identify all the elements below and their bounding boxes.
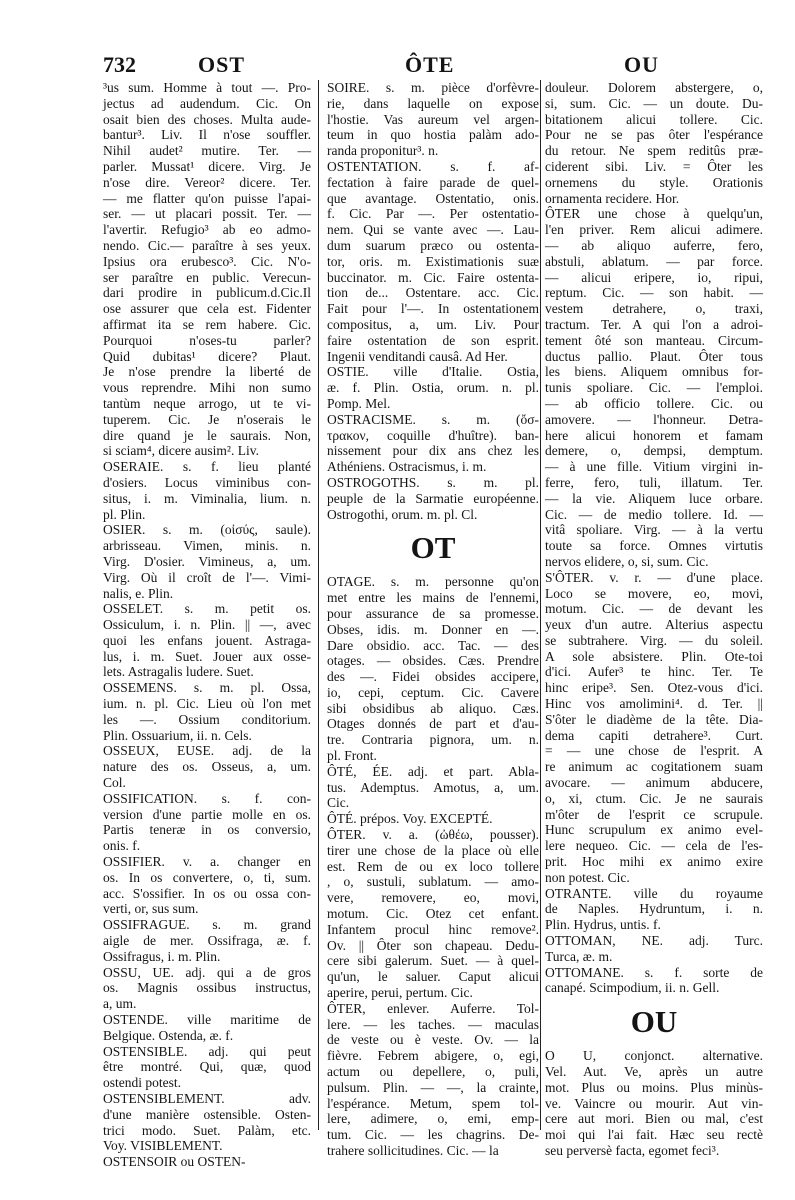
- entry-line: nem. Qui se vante avec —. Lau-: [327, 222, 539, 238]
- entry-line: OSSIFRAGUE. s. m. grand: [103, 917, 311, 933]
- entry-line: ose assurer que cela est. Fidenter: [103, 301, 311, 317]
- dictionary-entry: [545, 933, 763, 965]
- entry-line: A sole absistere. Plin. Ote-toi: [545, 648, 763, 664]
- dictionary-entry: [327, 475, 539, 522]
- entry-line: ornemens du style. Orationis: [545, 174, 763, 190]
- dictionary-entry: [327, 159, 539, 364]
- entry-line: tantùm neque arrogo, ut te vi-: [103, 395, 311, 411]
- entry-line: compositus, a, um. Liv. Pour: [327, 316, 539, 332]
- entry-line: pulsum. Plin. — —, la crainte,: [327, 1079, 539, 1095]
- entry-line: Hinc vos amolimini⁴. d. Ter. ||: [545, 696, 763, 712]
- entry-line: sibi obsidibus ab aliquo. Cæs.: [327, 700, 539, 716]
- entry-line: aigle de mer. Ossifraga, æ. f.: [103, 933, 311, 949]
- dictionary-entry: [103, 601, 311, 680]
- entry-line: Ostrogothi, orum. m. pl. Cl.: [327, 506, 478, 522]
- entry-line: prit. Hoc mihi ex animo exire: [545, 854, 763, 870]
- entry-line: être montré. Qui, quæ, quod: [103, 1059, 311, 1075]
- entry-line: here alicui honorem et famam: [545, 427, 763, 443]
- entry-line: lere nequeo. Cic. — cela de l'es-: [545, 838, 763, 854]
- entry-line: rie, dans laquelle on expose: [327, 95, 539, 111]
- dictionary-entry: [327, 80, 539, 159]
- entry-line: Quid dubitas¹ dicere? Plaut.: [103, 348, 311, 364]
- entry-line: mot. Plus ou moins. Plus minùs-: [545, 1079, 763, 1095]
- entry-line: OTAGE. s. m. personne qu'on: [327, 574, 539, 590]
- entry-line: Ingenii venditandi causâ. Ad Her.: [327, 348, 508, 364]
- entry-line: Virg. D'osier. Vimineus, a, um.: [103, 553, 311, 569]
- entry-line: OSSEMENS. s. m. pl. Ossa,: [103, 680, 311, 696]
- entry-line: seu perversè facta, egomet feci³.: [545, 1143, 720, 1158]
- entry-line: teum in quo hostia palàm ado-: [327, 127, 539, 143]
- entry-line: otages. — obsides. Cæs. Prendre: [327, 653, 539, 669]
- entry-line: toute sa force. Omnes virtutis: [545, 538, 763, 554]
- entry-line: osait bien des choses. Multa aude-: [103, 111, 311, 127]
- entry-line: ³us sum. Homme à tout —. Pro-: [103, 80, 311, 95]
- entry-line: aperire, perui, pertum. Cic.: [327, 985, 473, 1001]
- entry-line: Belgique. Ostenda, æ. f.: [103, 1027, 234, 1043]
- entry-line: ve. Vaincre ou mourir. Aut vin-: [545, 1095, 763, 1111]
- entry-line: lere. — les taches. — maculas: [327, 1016, 539, 1032]
- entry-line: dari prodire in publicum.d.Cic.Il: [103, 285, 311, 301]
- entry-line: Ipsius ora erubesco³. Cic. N'o-: [103, 253, 311, 269]
- entry-line: l'avertir. Refugio³ ab eo admo-: [103, 222, 311, 238]
- entry-line: lus, i. m. Suet. Jouer aux osse-: [103, 648, 311, 664]
- guide-word-right: OU: [624, 52, 659, 77]
- entry-line: motum. Cic. Otez cet enfant.: [327, 906, 539, 922]
- entry-line: que avantage. Ostentatio, onis.: [327, 190, 539, 206]
- entry-line: tement ôté son manteau. Circum-: [545, 332, 763, 348]
- dictionary-entry: [545, 206, 763, 569]
- entry-line: Cic. — de medio tollere. Id. —: [545, 506, 763, 522]
- entry-line: buccinator. m. Cic. Faire ostenta-: [327, 269, 539, 285]
- entry-line: vestem detrahere, o, traxi,: [545, 301, 763, 317]
- dictionary-entry: [103, 1154, 311, 1170]
- entry-line: version d'une partie molle en os.: [103, 806, 311, 822]
- entry-line: faire ostentation de son esprit.: [327, 332, 539, 348]
- entry-line: m'ôter de l'esprit ce scrupule.: [545, 806, 763, 822]
- entry-line: acc. S'ossifier. In os ou ossa con-: [103, 885, 311, 901]
- section-heading: OT: [410, 530, 456, 566]
- dictionary-entry: [327, 827, 539, 1001]
- entry-line: quoi les enfans jouent. Astraga-: [103, 632, 311, 648]
- column-right: [545, 80, 763, 1158]
- entry-line: O U, conjonct. alternative.: [545, 1048, 763, 1064]
- entry-line: moi qui l'ai fait. Hæc seu rectè: [545, 1127, 763, 1143]
- entry-line: OTTOMAN, NE. adj. Turc.: [545, 933, 763, 949]
- entry-line: Cic.: [327, 795, 350, 811]
- entry-line: os. Magnis ossibus instructus,: [103, 980, 311, 996]
- dictionary-entry: [103, 1044, 311, 1091]
- entry-line: vous reprendre. Mihi non sumo: [103, 380, 311, 396]
- entry-line: d'ici. Aufer³ te hinc. Ter. Te: [545, 664, 763, 680]
- entry-line: Turca, æ. m.: [545, 948, 613, 964]
- entry-line: met entre les mains de l'ennemi,: [327, 590, 539, 606]
- entry-line: OSTENTATION. s. f. af-: [327, 158, 539, 174]
- entry-line: abstuli, ablatum. — par force.: [545, 253, 763, 269]
- entry-line: Plin. Ossuarium, ii. n. Cels.: [103, 727, 252, 743]
- entry-line: tor, oris. m. Existimationis suæ: [327, 253, 539, 269]
- entry-line: ornamenta recidere. Hor.: [545, 190, 680, 206]
- entry-line: OSSIFICATION. s. f. con-: [103, 790, 311, 806]
- entry-line: ium. n. pl. Cic. Lieu où l'on met: [103, 696, 311, 712]
- dictionary-entry: [327, 1001, 539, 1159]
- entry-line: OSSU, UE. adj. qui a de gros: [103, 964, 311, 980]
- entry-line: ser paraître en public. Verecun-: [103, 269, 311, 285]
- entry-line: d'osiers. Locus viminibus con-: [103, 474, 311, 490]
- entry-line: jectus ad audendum. Cic. On: [103, 95, 311, 111]
- dictionary-entry: [103, 917, 311, 964]
- entry-line: Loco se movere, eo, movi,: [545, 585, 763, 601]
- entry-line: ÔTER une chose à quelqu'un,: [545, 206, 763, 222]
- entry-line: tuperem. Cic. Je n'oserais le: [103, 411, 311, 427]
- entry-line: est. Rem de ou ex loco tollere: [327, 858, 539, 874]
- entry-line: ductus pallio. Plaut. Ôter tous: [545, 348, 763, 364]
- dictionary-entry: [327, 412, 539, 475]
- entry-line: , o, sustuli, sublatum. — amo-: [327, 874, 539, 890]
- entry-line: ferre, fero, tuli, illatum. Ter.: [545, 474, 763, 490]
- entry-line: Pomp. Mel.: [327, 395, 391, 411]
- entry-line: arbrisseau. Vimen, minis. n.: [103, 538, 311, 554]
- entry-line: motum. Cic. — de devant les: [545, 601, 763, 617]
- entry-line: fièvre. Febrem abigere, o, egi,: [327, 1048, 539, 1064]
- entry-line: æ. f. Plin. Ostia, orum. n. pl.: [327, 380, 539, 396]
- entry-line: Dare obsidio. acc. Tac. — des: [327, 637, 539, 653]
- entry-line: — ab aliquo auferre, fero,: [545, 237, 763, 253]
- entry-line: OSTENSIBLE. adj. qui peut: [103, 1043, 311, 1059]
- entry-line: randa proponitur³. n.: [327, 143, 439, 159]
- dictionary-entry: [103, 1012, 311, 1044]
- entry-line: = — une chose de l'esprit. A: [545, 743, 763, 759]
- entry-line: affirmat ita se rem habere. Cic.: [103, 316, 311, 332]
- entry-line: tion de... Ostentare. acc. Cic.: [327, 285, 539, 301]
- entry-line: S'ÔTER. v. r. — d'une place.: [545, 569, 763, 585]
- entry-line: lere, adimere, o, emi, emp-: [327, 1111, 539, 1127]
- column-rule-right: [540, 80, 541, 1130]
- entry-line: dum suarum præco ou ostenta-: [327, 237, 539, 253]
- entry-line: OSTENDE. ville maritime de: [103, 1012, 311, 1028]
- entry-line: d'une manière ostensible. Osten-: [103, 1106, 311, 1122]
- entry-line: OSSEUX, EUSE. adj. de la: [103, 743, 311, 759]
- entry-line: Vel. Aut. Ve, après un autre: [545, 1064, 763, 1080]
- entry-line: — me flatter qu'on puisse l'apai-: [103, 190, 311, 206]
- entry-line: reptum. Cic. — son habit. —: [545, 285, 763, 301]
- entry-line: a, um.: [103, 996, 137, 1012]
- running-head: [0, 50, 795, 82]
- entry-line: Je n'ose prendre la liberté de: [103, 364, 311, 380]
- entry-line: si sciam⁴, dicere ausim². Liv.: [103, 443, 259, 459]
- entry-line: Ossifragus, i. m. Plin.: [103, 948, 221, 964]
- guide-word-center: ÔTE: [405, 52, 455, 77]
- entry-line: OSTIE. ville d'Italie. Ostia,: [327, 364, 539, 380]
- entry-line: os. In os convertere, o, ti, sum.: [103, 869, 311, 885]
- entry-line: tum. Cic. — les chagrins. De-: [327, 1127, 539, 1143]
- entry-line: nalis, e. Plin.: [103, 585, 174, 601]
- entry-line: Athéniens. Ostracismus, i. m.: [327, 459, 487, 475]
- dictionary-entry: [545, 570, 763, 886]
- entry-line: peuple de la Sarmatie européenne.: [327, 490, 539, 506]
- entry-line: non potest. Cic.: [545, 869, 630, 885]
- entry-line: verti, or, sus sum.: [103, 901, 199, 917]
- entry-line: cere sibi galerum. Suet. — à quel-: [327, 953, 539, 969]
- dictionary-entry: [103, 1091, 311, 1154]
- page-number: 732: [103, 52, 136, 77]
- dictionary-entry: [103, 965, 311, 1012]
- column-left: [103, 80, 311, 1170]
- entry-line: tirer une chose de la place où elle: [327, 842, 539, 858]
- entry-line: bantur³. Liv. Il n'ose souffler.: [103, 127, 311, 143]
- entry-line: tunis spoliare. Cic. — l'emploi.: [545, 380, 763, 396]
- entry-line: bitationem alicui tollere. Cic.: [545, 111, 763, 127]
- entry-line: actum ou depellere, o, puli,: [327, 1064, 539, 1080]
- entry-line: — ab officio tollere. Cic. ou: [545, 395, 763, 411]
- entry-line: — alicui eripere, io, ripui,: [545, 269, 763, 285]
- dictionary-entry: [103, 522, 311, 601]
- entry-line: re animum ac cogitationem suam: [545, 759, 763, 775]
- column-rule-left: [318, 80, 319, 1130]
- dictionary-entry: [103, 854, 311, 917]
- dictionary-entry: [103, 680, 311, 743]
- entry-line: nissement pour dix ans chez les: [327, 443, 539, 459]
- entry-line: o, xi, ctum. Cic. Je ne saurais: [545, 790, 763, 806]
- entry-line: fectation à faire parade de quel-: [327, 174, 539, 190]
- entry-line: Otages donnés de part et d'au-: [327, 716, 539, 732]
- entry-line: pl. Front.: [327, 748, 377, 764]
- entry-line: OSSIFIER. v. a. changer en: [103, 854, 311, 870]
- entry-line: OSTROGOTHS. s. m. pl.: [327, 474, 539, 490]
- guide-word-left: OST: [198, 52, 246, 77]
- entry-line: τρακον, coquille d'huître). ban-: [327, 427, 539, 443]
- section-heading: OU: [630, 1004, 678, 1040]
- entry-line: S'ôter le diadème de la tête. Dia-: [545, 711, 763, 727]
- entry-line: Plin. Hydrus, untis. f.: [545, 917, 661, 933]
- entry-line: Pourquoi n'oses-tu parler?: [103, 332, 311, 348]
- entry-line: l'en priver. Rem alicui adimere.: [545, 222, 763, 238]
- entry-line: du retour. Ne spem reditûs præ-: [545, 143, 763, 159]
- entry-line: OTRANTE. ville du royaume: [545, 885, 763, 901]
- entry-line: canapé. Scimpodium, ii. n. Gell.: [545, 980, 720, 996]
- entry-line: si, sum. Cic. — un doute. Du-: [545, 95, 763, 111]
- entry-line: ÔTÉ, ÉE. adj. et part. Abla-: [327, 763, 539, 779]
- dictionary-entry: [545, 965, 763, 997]
- entry-line: parler. Mussat¹ dicere. Virg. Je: [103, 158, 311, 174]
- entry-line: SOIRE. s. m. pièce d'orfèvre-: [327, 80, 539, 95]
- entry-line: onis. f.: [103, 838, 141, 854]
- entry-line: l'espérance. Metum, spem tol-: [327, 1095, 539, 1111]
- entry-line: lets. Astragalis ludere. Suet.: [103, 664, 254, 680]
- entry-line: demere, o, dempsi, demptum.: [545, 443, 763, 459]
- entry-line: Obses, idis. m. Donner en —.: [327, 621, 539, 637]
- entry-line: dire quand je le saurais. Non,: [103, 427, 311, 443]
- entry-line: Hunc scrupulum ex animo evel-: [545, 822, 763, 838]
- dictionary-entry: [103, 791, 311, 854]
- entry-line: qu'un, le saluer. Caput alicui: [327, 969, 539, 985]
- entry-line: ÔTER. v. a. (ὠθέω, pousser).: [327, 827, 539, 843]
- entry-line: — à une fille. Vitium virgini in-: [545, 459, 763, 475]
- entry-line: Pour ne se pas ôter l'espérance: [545, 127, 763, 143]
- entry-line: Infantem procul hinc remove².: [327, 921, 539, 937]
- entry-line: Virg. Où il croît de l'—. Vimi-: [103, 569, 311, 585]
- entry-line: n'ose dire. Vereor² dicere. Ter.: [103, 174, 311, 190]
- entry-line: de veste ou è veste. Ov. — la: [327, 1032, 539, 1048]
- entry-line: OSERAIE. s. f. lieu planté: [103, 459, 311, 475]
- entry-line: se subtrahere. Virg. — du soleil.: [545, 632, 763, 648]
- dictionary-entry: [103, 80, 311, 459]
- entry-line: — la vie. Aliquem luce orbare.: [545, 490, 763, 506]
- dictionary-entry: [327, 764, 539, 811]
- entry-line: OSTENSOIR ou OSTEN-: [103, 1154, 246, 1170]
- entry-line: OSTENSIBLEMENT. adv.: [103, 1091, 311, 1106]
- entry-line: yeux d'un autre. Alterius aspectu: [545, 617, 763, 633]
- dictionary-entry: [327, 811, 539, 827]
- entry-line: les biens. Aliquem omnibus for-: [545, 364, 763, 380]
- entry-line: hinc eripe³. Sen. Otez-vous d'ici.: [545, 680, 763, 696]
- entry-line: cere aut mori. Bien ou mal, c'est: [545, 1111, 763, 1127]
- entry-line: amovere. — l'honneur. Detra-: [545, 411, 763, 427]
- entry-line: nature des os. Osseus, a, um.: [103, 759, 311, 775]
- entry-line: vitâ spoliare. Virg. — à la vertu: [545, 522, 763, 538]
- entry-line: situs, i. m. Viminalia, lium. n.: [103, 490, 311, 506]
- entry-line: nervos elidere, o, si, sum. Cic.: [545, 553, 709, 569]
- entry-line: ciderent sibi. Liv. = Ôter les: [545, 158, 763, 174]
- entry-line: tre. Contraria pignora, um. n.: [327, 732, 539, 748]
- entry-line: les —. Ossium conditorium.: [103, 711, 311, 727]
- entry-line: Nihil audet² mutire. Ter. —: [103, 143, 311, 159]
- entry-line: pour assurance de sa promesse.: [327, 605, 539, 621]
- dictionary-entry: [327, 364, 539, 411]
- entry-line: tus. Ademptus. Amotus, a, um.: [327, 779, 539, 795]
- entry-line: vere, removere, eo, movi,: [327, 890, 539, 906]
- dictionary-entry: [545, 886, 763, 933]
- entry-line: Partis teneræ in os conversio,: [103, 822, 311, 838]
- entry-line: Ossiculum, i. n. Plin. || —, avec: [103, 617, 311, 633]
- entry-line: f. Cic. Par —. Per ostentatio-: [327, 206, 539, 222]
- dictionary-entry: [327, 574, 539, 764]
- entry-line: io, cepi, ceptum. Cic. Cavere: [327, 684, 539, 700]
- entry-line: des —. Fidei obsides accipere,: [327, 669, 539, 685]
- entry-line: pl. Plin.: [103, 506, 146, 522]
- entry-line: OTTOMANE. s. f. sorte de: [545, 964, 763, 980]
- entry-line: OSSELET. s. m. petit os.: [103, 601, 311, 617]
- entry-line: de Naples. Hydruntum, i. n.: [545, 901, 763, 917]
- entry-line: douleur. Dolorem abstergere, o,: [545, 80, 763, 95]
- column-middle: [327, 80, 539, 1158]
- dictionary-entry: [545, 1048, 763, 1159]
- dictionary-entry: [103, 459, 311, 522]
- entry-line: tractum. Ter. A qui l'on a adroi-: [545, 316, 763, 332]
- entry-line: Voy. VISIBLEMENT.: [103, 1138, 223, 1154]
- dictionary-entry: [103, 743, 311, 790]
- entry-line: OSIER. s. m. (οἰσύς, saule).: [103, 522, 311, 538]
- entry-line: trahere sollicitudines. Cic. — la: [327, 1143, 499, 1158]
- entry-line: ÔTER, enlever. Auferre. Tol-: [327, 1000, 539, 1016]
- entry-line: ser. — ut placari possit. Ter. —: [103, 206, 311, 222]
- entry-line: Ov. || Ôter son chapeau. Dedu-: [327, 937, 539, 953]
- entry-line: dema capiti detrahere³. Curt.: [545, 727, 763, 743]
- entry-line: avocare. — animum abducere,: [545, 775, 763, 791]
- entry-line: OSTRACISME. s. m. (ὄσ-: [327, 411, 539, 427]
- entry-line: Col.: [103, 775, 126, 791]
- entry-line: trici modo. Suet. Palàm, etc.: [103, 1122, 311, 1138]
- entry-line: Fait pour l'—. In ostentationem: [327, 301, 539, 317]
- entry-line: l'hostie. Vas aureum vel argen-: [327, 111, 539, 127]
- dictionary-entry: [545, 80, 763, 206]
- entry-line: nendo. Cic.— paraître à ses yeux.: [103, 237, 311, 253]
- entry-line: ostendi potest.: [103, 1075, 181, 1091]
- entry-line: ÔTÉ. prépos. Voy. EXCEPTÉ.: [327, 811, 493, 827]
